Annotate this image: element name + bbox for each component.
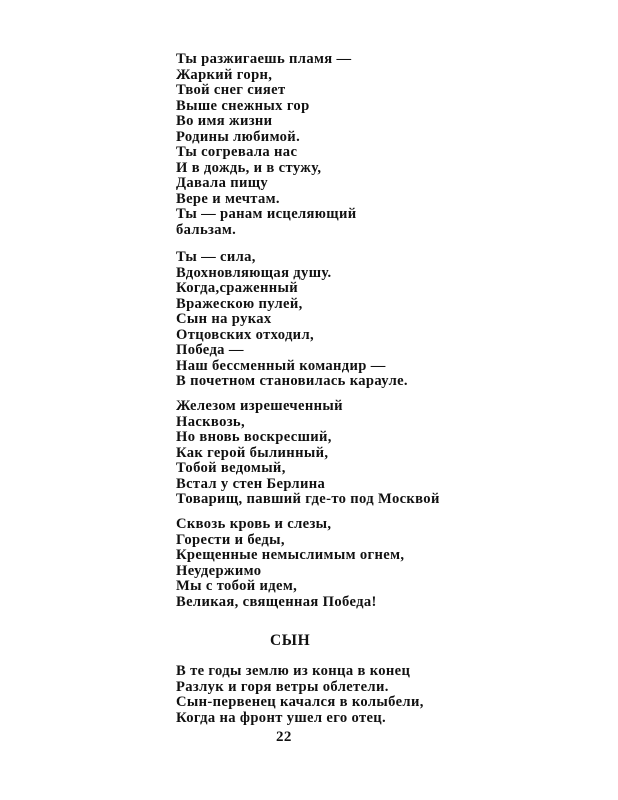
- poem-line: Тобой ведомый,: [176, 460, 286, 476]
- poem-line: Ты разжигаешь пламя —: [176, 51, 352, 67]
- poem-stanza-1: [176, 52, 357, 238]
- poem-line: Сын-первенец качался в колыбели,: [176, 694, 424, 710]
- poem-line: Когда на фронт ушел его отец.: [176, 709, 387, 726]
- poem-line: Давала пищу: [176, 175, 269, 191]
- poem-line: Родины любимой.: [176, 128, 301, 145]
- poem-line: Вражескою пулей,: [176, 295, 303, 312]
- poem-line: Наш бессменный командир —: [176, 357, 386, 374]
- poem-stanza-3: [176, 399, 440, 508]
- poem-line: Как герой былинный,: [176, 444, 329, 461]
- poem-line: Выше снежных гор: [176, 97, 310, 114]
- poem-line: Отцовских отходил,: [176, 326, 314, 343]
- poem-stanza-4: [176, 517, 404, 610]
- page-number: 22: [276, 729, 292, 745]
- poem-line: Ты — ранам исцеляющий: [176, 206, 357, 222]
- poem-line: Когда,сраженный: [176, 280, 299, 296]
- poem-line: В почетном становилась карауле.: [176, 373, 408, 389]
- poem-line: Во имя жизни: [176, 113, 273, 129]
- poem-line: Ты — сила,: [176, 249, 256, 265]
- poem-line: И в дождь, и в стужу,: [176, 159, 322, 176]
- poem-line: Вдохновляющая душу.: [176, 264, 332, 281]
- poem-line: Ты согревала нас: [176, 144, 298, 160]
- poem-line: В те годы землю из конца в конец: [176, 663, 411, 679]
- poem-line: бальзам.: [176, 221, 237, 238]
- poem-line: Встал у стен Берлина: [176, 475, 326, 492]
- poem-line: Великая, священная Победа!: [176, 593, 377, 610]
- poem-stanza-2: [176, 250, 408, 390]
- poem-line: Насквозь,: [176, 413, 245, 430]
- poem2-stanza: [176, 664, 424, 726]
- poem-line: Разлук и горя ветры облетели.: [176, 678, 389, 695]
- poem-line: Жаркий горн,: [176, 66, 273, 83]
- poem-line: Крещенные немыслимым огнем,: [176, 547, 405, 563]
- poem-line: Вере и мечтам.: [176, 190, 280, 207]
- poem-title: СЫН: [270, 632, 311, 649]
- poem-line: Мы с тобой идем,: [176, 578, 298, 594]
- poem-line: Сквозь кровь и слезы,: [176, 516, 332, 532]
- poem-line: Горести и беды,: [176, 531, 285, 548]
- poem-line: Железом изрешеченный: [176, 398, 343, 414]
- poem-line: Неудержимо: [176, 562, 262, 579]
- poem-line: Твой снег сияет: [176, 82, 286, 98]
- poem-line: Но вновь воскресший,: [176, 429, 332, 445]
- poem-line: Победа —: [176, 342, 244, 358]
- poem-line: Сын на руках: [176, 311, 272, 327]
- poem-line: Товарищ, павший где-то под Москвой: [176, 491, 440, 507]
